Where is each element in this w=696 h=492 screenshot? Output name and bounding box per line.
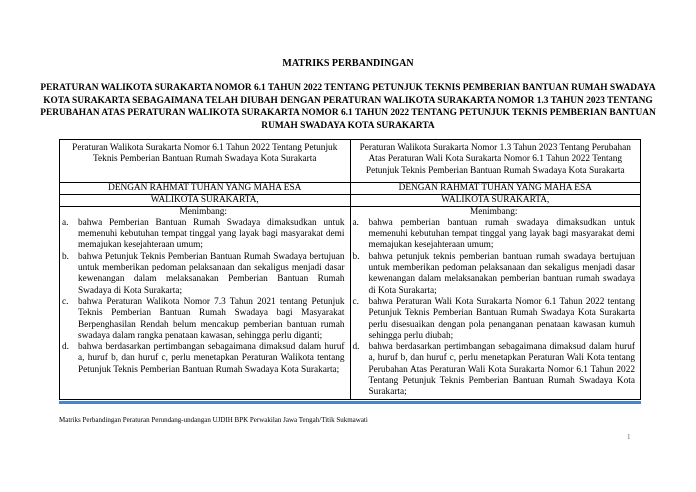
document-title: MATRIKS PERBANDINGAN	[282, 58, 414, 69]
left-menimbang-cell	[60, 206, 351, 399]
item-label: a.	[62, 217, 69, 228]
item-text: bahwa Petunjuk Teknis Pemberian Bantuan Rumah Swadaya bertujuan untuk memberikan pedoman pelaksanaan dan sekaligus menjadi dasar kewenangan dalam melaksanakan Pemberian Bantuan Rumah Swadaya di Kota Surakarta;	[78, 251, 345, 296]
item-text: bahwa pemberian bantuan rumah swadaya dimaksudkan untuk memenuhi kebutuhan tempat tinggal yang layak bagi masyarakat demi memajukan kesejahteraan umum;	[368, 217, 635, 251]
item-label: c.	[62, 296, 69, 307]
item-text: bahwa berdasarkan pertimbangan sebagaimana dimaksud dalam huruf a, huruf b, dan huruf c, perlu menetapkan Peraturan Walikota tentang Petunjuk Teknis Pemberian Bantuan Rumah Swadaya Kota Surakarta;	[78, 342, 345, 375]
comparison-matrix-table	[59, 139, 641, 400]
list-item	[353, 297, 636, 342]
list-item	[62, 297, 345, 342]
right-menimbang-heading: Menimbang:	[469, 206, 518, 217]
left-menimbang-heading: Menimbang:	[179, 206, 227, 217]
item-text: bahwa Peraturan Walikota Nomor 7.3 Tahun 2021 tentang Petunjuk Teknis Pemberian Bantuan Rumah Swadaya bagi Masyarakat Berpenghasilan Rendah belum mencakup pemberian bantuan rumah swadaya dalam rangka penataan kawasan, sehingga perlu diganti;	[78, 296, 345, 341]
right-column-header: Peraturan Walikota Surakarta Nomor 1.3 Tahun 2023 Tentang Perubahan Atas Peraturan Wali Kota Surakarta Nomor 6.1 Tahun 2022 Tentang Petunjuk Teknis Pemberian Bantuan Rumah Swadaya Kota Surakarta	[350, 140, 641, 183]
item-label: a.	[352, 217, 359, 228]
list-item	[62, 342, 345, 376]
item-text: bahwa Peraturan Wali Kota Surakarta Nomor 6.1 Tahun 2022 tentang Petunjuk Teknis Pemberian Bantuan Rumah Swadaya Kota Surakarta perlu disesuaikan dengan pola penanganan penataan kawasan kumuh sehingga perlu diubah;	[368, 296, 635, 341]
list-item	[353, 218, 636, 252]
footer-text: Matriks Perbandingan Peraturan Perundang-undangan UJDIH BPK Perwakilan Jawa Tengah/Titik Sukmawati	[59, 416, 368, 424]
page-number: 1	[627, 433, 631, 441]
item-label: d.	[352, 342, 360, 353]
left-walikota-cell: WALIKOTA SURAKARTA,	[60, 194, 351, 206]
item-label: b.	[62, 251, 69, 262]
list-item	[353, 252, 636, 297]
right-menimbang-cell	[350, 206, 641, 399]
table-row	[60, 206, 641, 399]
item-label: c.	[352, 296, 359, 307]
table-header-row	[60, 140, 641, 183]
left-rahmat-cell: DENGAN RAHMAT TUHAN YANG MAHA ESA	[60, 182, 351, 194]
list-item	[62, 218, 345, 252]
item-text: bahwa berdasarkan pertimbangan sebagaimana dimaksud dalam huruf a, huruf b, dan huruf c, perlu menetapkan Peraturan Wali Kota tentang Perubahan Atas Peraturan Wali Kota Surakarta Nomor 6.1 Tahun 2022 Tentang Petunjuk Teknis Pemberian Bantuan Rumah Swadaya Kota Surakarta;	[368, 342, 635, 398]
document-subtitle: PERATURAN WALIKOTA SURAKARTA NOMOR 6.1 TAHUN 2022 TENTANG PETUNJUK TEKNIS PEMBERIAN BANTUAN RUMAH SWADAYA KOTA SURAKARTA SEBAGAIMANA TELAH DIUBAH DENGAN PERATURAN WALIKOTA SURAKARTA NOMOR 1.3 TAHUN 2023 TENTANG PERUBAHAN ATAS PERATURAN WALIKOTA SURAKARTA NOMOR 6.1 TAHUN 2022 TENTANG PETUNJUK TEKNIS PEMBERIAN BANTUAN RUMAH SWADAYA KOTA SURAKARTA	[40, 83, 656, 131]
list-item	[353, 342, 636, 398]
table-row	[60, 182, 641, 194]
right-rahmat-cell: DENGAN RAHMAT TUHAN YANG MAHA ESA	[350, 182, 641, 194]
list-item	[62, 252, 345, 297]
right-walikota-cell: WALIKOTA SURAKARTA,	[350, 194, 641, 206]
table-row	[60, 194, 641, 206]
item-text: bahwa petunjuk teknis pemberian bantuan rumah swadaya bertujuan untuk memberikan pedoman pelaksanaan dan sekaligus menjadi dasar kewenangan dalam melaksanakan pemberian bantuan rumah swadaya di Kota Surakarta;	[368, 251, 635, 296]
item-text: bahwa Pemberian Bantuan Rumah Swadaya dimaksudkan untuk memenuhi kebutuhan tempat tinggal yang layak bagi masyarakat demi memajukan kesejahteraan umum;	[78, 217, 345, 251]
left-column-header: Peraturan Walikota Surakarta Nomor 6.1 Tahun 2022 Tentang Petunjuk Teknis Pemberian Bantuan Rumah Swadaya Kota Surakarta	[60, 140, 351, 183]
item-label: b.	[352, 251, 360, 262]
item-label: d.	[62, 342, 69, 353]
footer-divider	[59, 401, 641, 404]
